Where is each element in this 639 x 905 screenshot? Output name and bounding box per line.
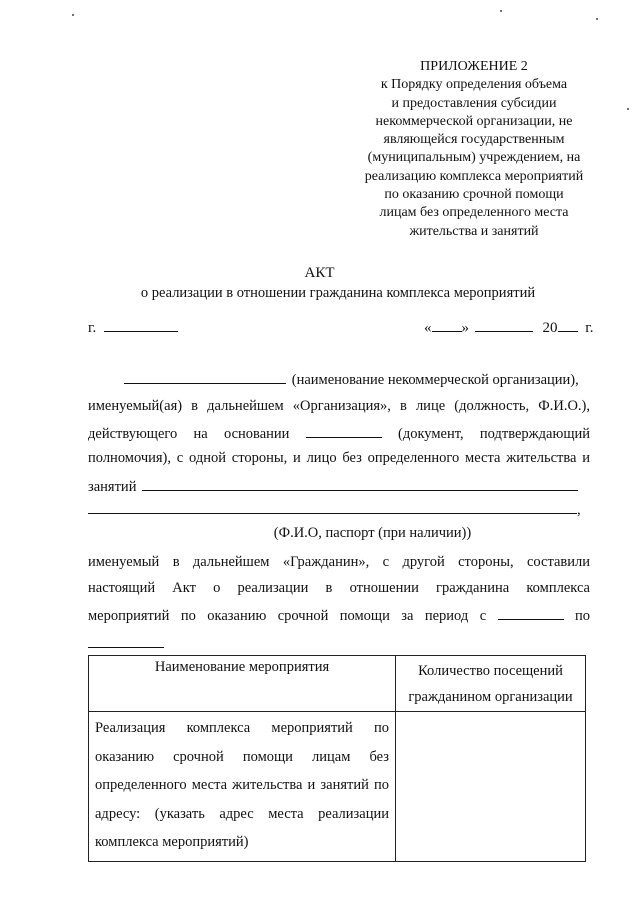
period-to: по [575,608,591,624]
date-line [424,318,593,337]
city-line [88,318,178,337]
city-blank[interactable] [104,318,178,332]
visits-count-cell[interactable] [396,712,586,862]
year-prefix: 20 [542,320,558,336]
appendix-block [340,58,608,241]
activities-label: занятий [88,479,137,495]
quote-open: « [424,320,432,336]
scan-speck [627,108,629,110]
header-visits-line1: Количество посещений [418,663,563,679]
org-name-blank[interactable] [124,370,286,384]
period-start-blank[interactable] [498,606,564,620]
passport-line [88,500,581,519]
org-name-note: (наименование некоммерческой организации), [291,372,579,388]
appendix-line: по оказанию срочной помощи [384,187,564,203]
act-title: АКТ [304,265,335,281]
table-header-row [89,656,586,712]
citizen-name-blank[interactable] [142,477,578,491]
body-line: именуемый в дальнейшем «Гражданин», с другой стороны, составили [88,554,590,570]
header-visits-line2: гражданином организации [408,689,573,705]
passport-blank[interactable] [88,500,577,514]
appendix-line: к Порядку определения объема [380,77,568,93]
events-table [88,655,586,862]
basis-document-blank[interactable] [306,424,382,438]
header-event-name: Наименование мероприятия [89,656,396,712]
appendix-line: (муниципальным) учреждением, на [367,150,581,166]
period-line [88,606,590,625]
event-description-cell: Реализация комплекса мероприятий по оказанию срочной помощи лицам без определенного места жительства и занятий по адресу: (указать адрес места реализации комплекса мероприятий) [89,712,396,862]
body-line: настоящий Акт о реализации в отношении гражданина комплекса [88,580,590,596]
year-blank[interactable] [558,318,578,332]
period-text: мероприятий по оказанию срочной помощи за период с [88,608,487,624]
body-line: полномочия), с одной стороны, и лицо без определенного места жительства и [88,450,590,466]
passport-comma: , [577,502,581,518]
day-blank[interactable] [432,318,462,332]
appendix-line: некоммерческой организации, не [375,113,573,129]
body-line-basis [88,424,590,443]
appendix-line: и предоставления субсидии [391,95,557,111]
activities-line [88,477,578,496]
month-blank[interactable] [475,318,533,332]
basis-note: (документ, подтверждающий [398,426,591,442]
appendix-line: реализацию комплекса мероприятий [364,168,584,184]
body-line: именуемый(ая) в дальнейшем «Организация», в лице (должность, Ф.И.О.), [88,398,590,414]
period-end-line [88,634,164,653]
fio-note: (Ф.И.О, паспорт (при наличии)) [273,525,472,541]
scan-speck [500,10,502,12]
year-suffix: г. [585,320,594,336]
appendix-line: являющейся государственным [383,132,565,148]
scan-speck [596,18,598,20]
scan-speck [72,14,74,16]
act-subtitle: о реализации в отношении гражданина комплекса мероприятий [140,285,536,301]
org-line [124,370,579,389]
header-visits [396,656,586,712]
table-row [89,712,586,862]
city-prefix: г. [88,320,97,336]
appendix-line: лицам без определенного места [379,205,569,221]
appendix-line: ПРИЛОЖЕНИЕ 2 [420,59,528,74]
quote-close: » [461,320,469,336]
basis-text: действующего на основании [88,426,290,442]
period-end-blank[interactable] [88,634,164,648]
appendix-line: жительства и занятий [409,223,539,239]
